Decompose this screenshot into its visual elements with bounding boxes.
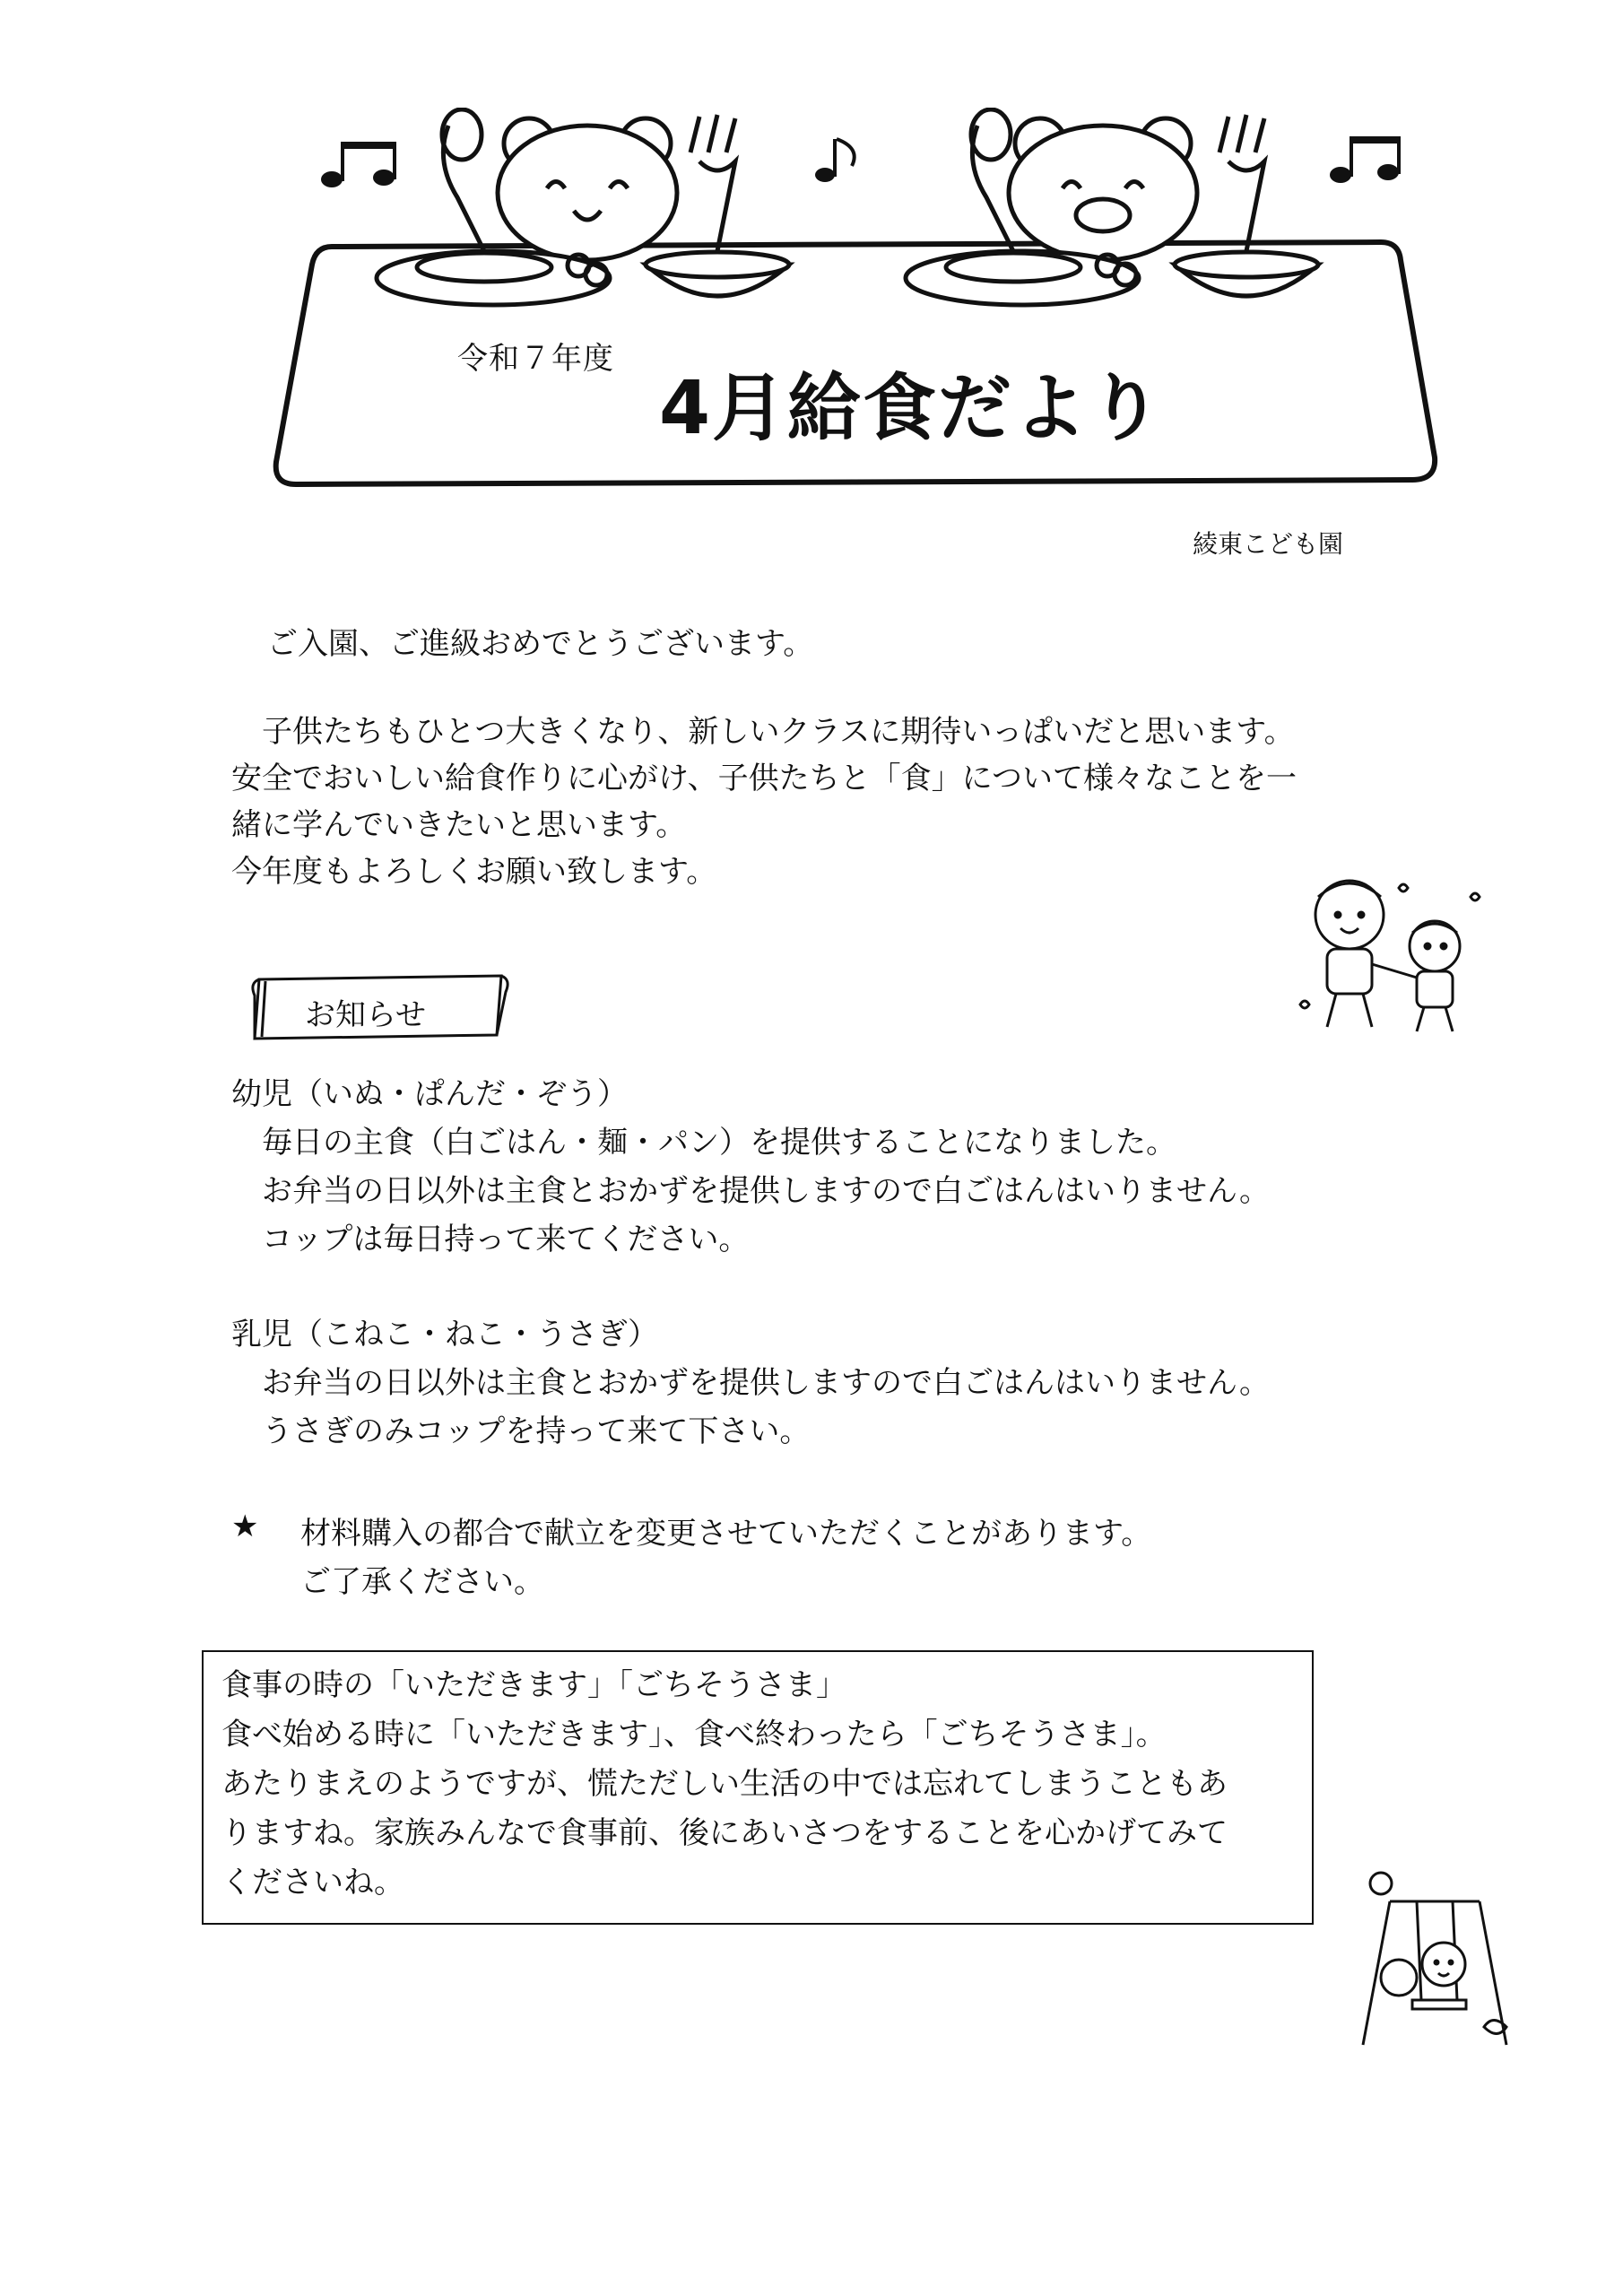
intro-line: 子供たちもひとつ大きくなり、新しいクラスに期待いっぱいだと思います。 — [262, 714, 1295, 750]
greeting-text: ご入園、ご進級おめでとうございます。 — [267, 626, 814, 662]
section-line: うさぎのみコップを持って来て下さい。 — [262, 1413, 811, 1449]
box-line: くださいね。 — [221, 1865, 404, 1900]
note-line: 材料購入の都合で献立を変更させていただくことがあります。 — [300, 1516, 1152, 1552]
mealtime-greeting-box — [202, 1650, 1314, 1925]
box-title: 食事の時の「いただきます」「ごちそうさま」 — [221, 1667, 846, 1703]
intro-line: 緒に学んでいきたいと思います。 — [231, 807, 687, 843]
intro-line: 安全でおいしい給食作りに心がけ、子供たちと「食」について様々なことを一 — [231, 761, 1297, 796]
music-note-icon — [321, 142, 396, 187]
note-line: ご了承ください。 — [300, 1564, 544, 1600]
section-line: お弁当の日以外は主食とおかずを提供しますので白ごはんはいりません。 — [262, 1173, 1271, 1209]
notice-label: お知らせ — [305, 997, 426, 1033]
star-icon: ★ — [231, 1509, 259, 1544]
box-line: りますね。家族みんなで食事前、後にあいさつをすることを心かげてみて — [221, 1815, 1228, 1851]
section-title-infant: 幼児（いぬ・ぱんだ・ぞう） — [231, 1076, 628, 1112]
box-line: あたりまえのようですが、慌ただしい生活の中では忘れてしまうこともあ — [221, 1766, 1228, 1802]
fiscal-year-label: 令和７年度 — [457, 341, 614, 377]
swing-illustration — [1345, 1866, 1515, 2054]
children-illustration — [1282, 861, 1497, 1040]
page-title: 4月給食だより — [659, 366, 1165, 451]
section-line: コップは毎日持って来てください。 — [262, 1222, 750, 1257]
box-line: 食べ始める時に「いただきます」、食べ終わったら「ごちそうさま」。 — [221, 1717, 1167, 1752]
bear-left-illustration — [442, 109, 735, 260]
section-line: お弁当の日以外は主食とおかずを提供しますので白ごはんはいりません。 — [262, 1365, 1271, 1401]
school-name: 綾東こども園 — [1193, 529, 1344, 559]
section-title-baby: 乳児（こねこ・ねこ・うさぎ） — [231, 1317, 658, 1352]
intro-paragraph — [231, 709, 1433, 895]
bear-right-illustration — [971, 109, 1264, 260]
intro-line: 今年度もよろしくお願い致します。 — [231, 854, 717, 890]
section-line: 毎日の主食（白ごはん・麺・パン）を提供することになりました。 — [262, 1125, 1176, 1161]
